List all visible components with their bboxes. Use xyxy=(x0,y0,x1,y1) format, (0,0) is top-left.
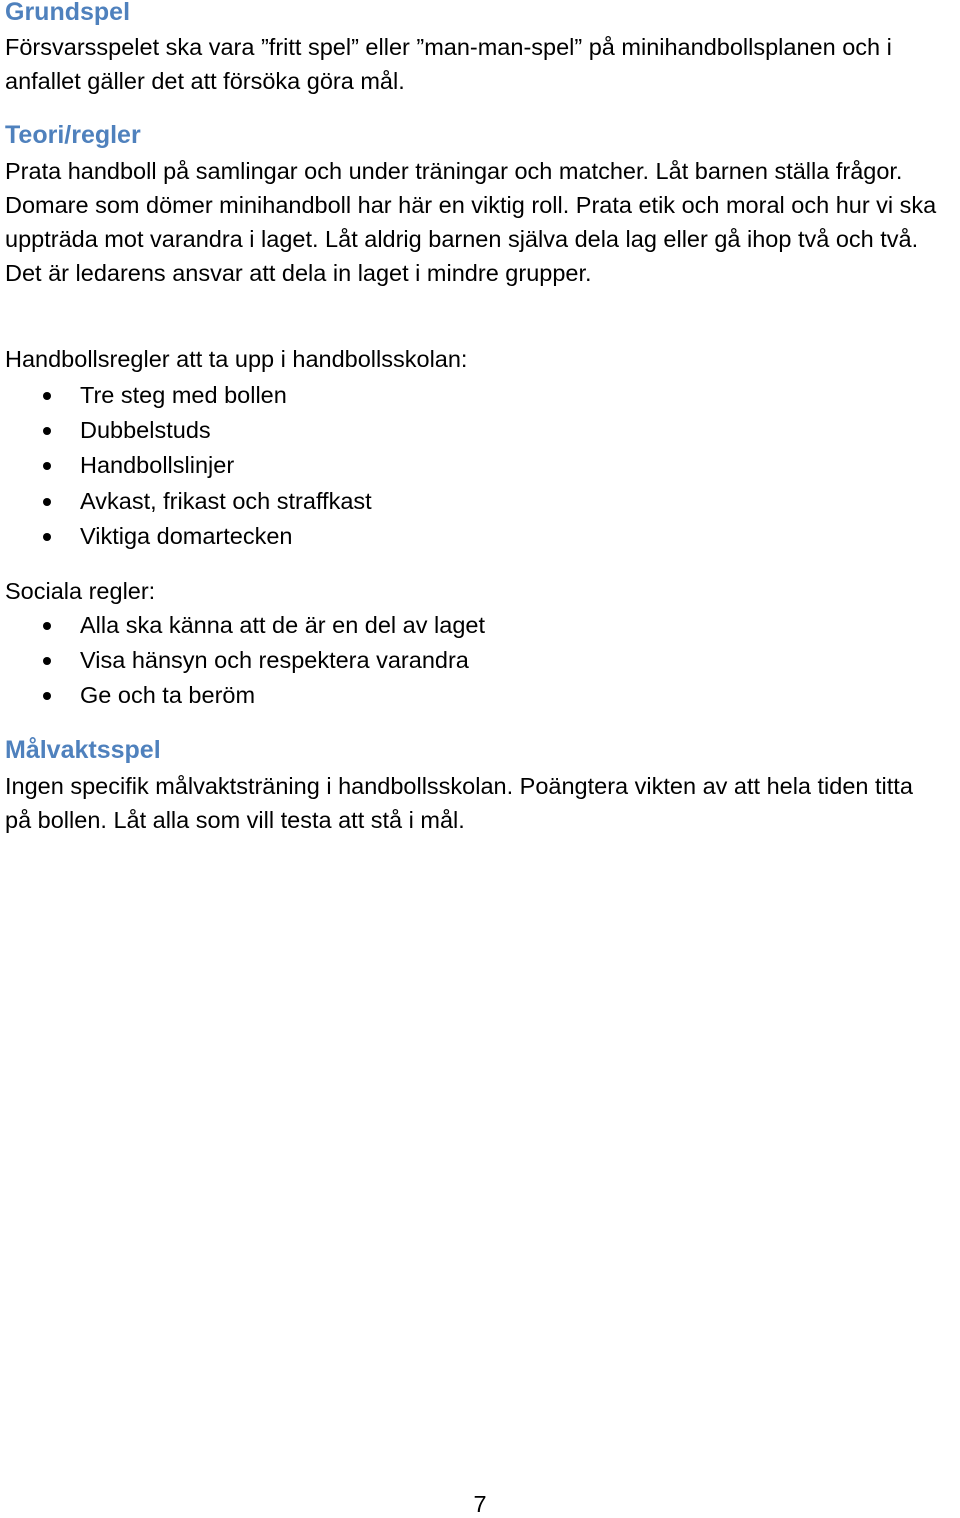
bullet-icon xyxy=(43,692,51,700)
list-item-text: Ge och ta beröm xyxy=(80,682,256,709)
list-item xyxy=(5,608,485,643)
social-rules-intro: Sociala regler: xyxy=(5,578,156,604)
heading-malvaktsspel: Målvaktsspel xyxy=(5,736,161,764)
paragraph-malvaktsspel: Ingen specifik målvaktsträning i handbollsskolan. Poängtera vikten av att hela tiden titta på bollen. Låt alla som vill testa att stå i mål. xyxy=(5,773,913,833)
handboll-rules-intro: Handbollsregler att ta upp i handbollsskolan: xyxy=(5,346,468,372)
bullet-icon xyxy=(43,427,51,435)
bullet-icon xyxy=(43,622,51,630)
bullet-icon xyxy=(43,498,51,506)
heading-grundspel: Grundspel xyxy=(5,0,131,26)
list-item xyxy=(5,643,485,678)
list-item xyxy=(5,519,372,554)
bullet-icon xyxy=(43,462,51,470)
list-item-text: Dubbelstuds xyxy=(80,417,211,444)
heading-teori-regler: Teori/regler xyxy=(5,121,141,149)
list-item-text: Avkast, frikast och straffkast xyxy=(80,487,372,514)
list-item xyxy=(5,413,372,448)
list-item-text: Handbollslinjer xyxy=(80,452,235,479)
bullet-icon xyxy=(43,533,51,541)
list-item xyxy=(5,448,372,483)
list-item xyxy=(5,678,485,713)
list-item-text: Tre steg med bollen xyxy=(80,382,287,408)
bullet-icon xyxy=(43,392,51,400)
paragraph-grundspel: Försvarsspelet ska vara ”fritt spel” eller ”man-man-spel” på minihandbollsplanen och i anfallet gäller det att försöka göra mål. xyxy=(5,34,892,94)
list-item-text: Visa hänsyn och respektera varandra xyxy=(80,647,469,674)
social-rules-list xyxy=(5,608,485,714)
bullet-icon xyxy=(43,657,51,665)
list-item-text: Alla ska känna att de är en del av laget xyxy=(80,612,485,638)
page-number: 7 xyxy=(473,1491,487,1517)
handboll-rules-list xyxy=(5,378,372,554)
list-item xyxy=(5,378,372,413)
list-item xyxy=(5,484,372,519)
paragraph-teori-regler: Prata handboll på samlingar och under träningar och matcher. Låt barnen ställa frågor. Domare som dömer minihandboll har här en viktig roll. Prata etik och moral och hur vi ska uppträda mot varandra i laget. Låt aldrig barnen själva dela lag eller gå ihop två och två. Det är ledarens ansvar att dela in laget i mindre grupper. xyxy=(5,158,937,286)
list-item-text: Viktiga domartecken xyxy=(80,522,293,549)
